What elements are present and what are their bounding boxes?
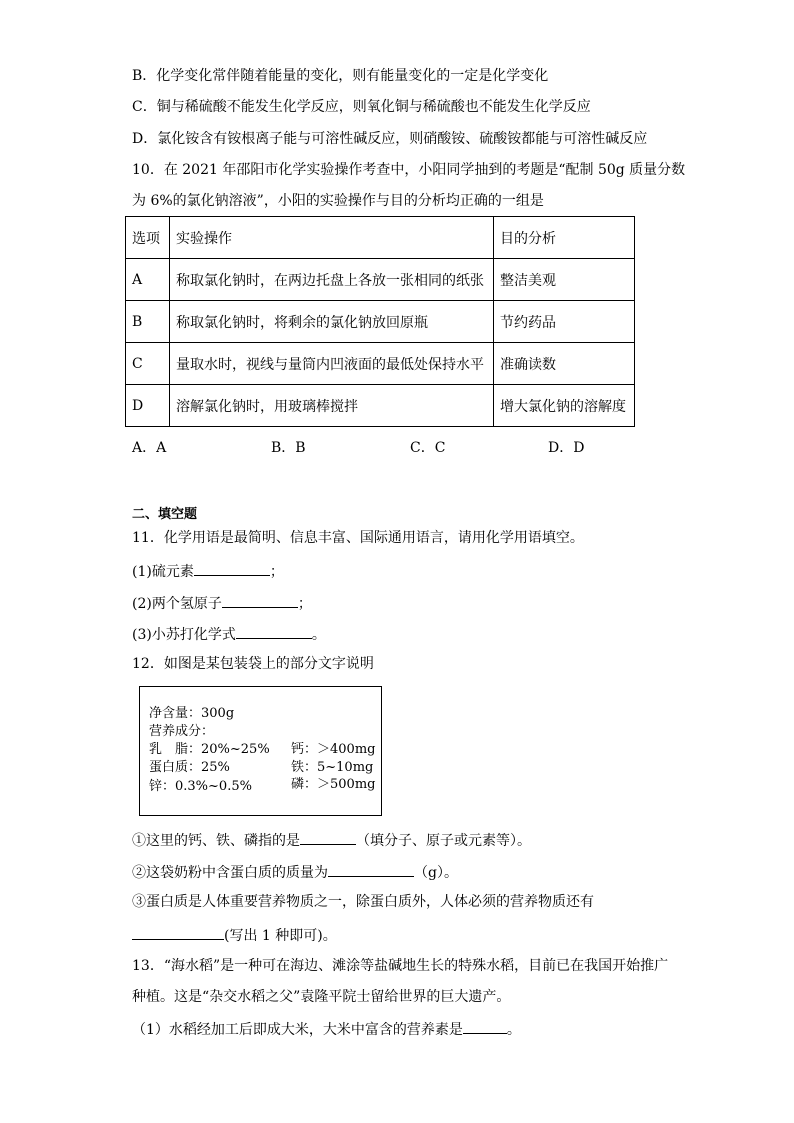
label-protein: 蛋白质：25% <box>149 760 230 775</box>
q9-option-b: B．化学变化常伴随着能量的变化，则有能量变化的一定是化学变化 <box>132 68 549 84</box>
q12-sub1 <box>132 830 531 850</box>
table-header-operation: 实验操作 <box>170 217 494 259</box>
label-phosphorus: 磷：＞500mg <box>291 777 376 792</box>
table-row <box>126 301 635 343</box>
table-header-option: 选项 <box>126 217 170 259</box>
table-cell: 准确读数 <box>494 343 635 385</box>
choice-a: A．A <box>132 440 167 456</box>
table-cell: A <box>126 259 170 301</box>
table-row <box>126 385 635 427</box>
table-cell: 量取水时，视线与量筒内凹液面的最低处保持水平 <box>170 343 494 385</box>
table-cell: B <box>126 301 170 343</box>
q13-sub1 <box>132 1019 521 1039</box>
q12-sub3-blank[interactable] <box>132 925 224 940</box>
q11-part1 <box>132 561 284 581</box>
q13-sub1-label: （1）水稻经加工后即成大米，大米中富含的营养素是 <box>132 1022 463 1038</box>
table-cell: 称取氯化钠时，在两边托盘上各放一张相同的纸张 <box>170 259 494 301</box>
table-cell: D <box>126 385 170 427</box>
label-calcium: 钙：＞400mg <box>291 742 376 757</box>
q10-stem-line2: 为 6%的氯化钠溶液”，小阳的实验操作与目的分析均正确的一组是 <box>132 193 544 209</box>
q10-table <box>125 216 635 427</box>
table-row <box>126 259 635 301</box>
label-zinc: 锌：0.3%~0.5% <box>149 779 252 794</box>
table-row <box>126 343 635 385</box>
q12-sub1-suffix: （填分子、原子或元素等）。 <box>356 833 531 849</box>
q12-sub1-blank[interactable] <box>300 830 356 845</box>
table-cell: 节约药品 <box>494 301 635 343</box>
table-header-purpose: 目的分析 <box>494 217 635 259</box>
q11-part1-blank[interactable] <box>194 561 270 576</box>
q12-sub3-line2 <box>132 925 337 945</box>
q11-stem: 11．化学用语是最简明、信息丰富、国际通用语言，请用化学用语填空。 <box>132 530 584 546</box>
table-cell: 增大氯化钠的溶解度 <box>494 385 635 427</box>
q11-part3-suffix: 。 <box>311 627 326 643</box>
label-iron: 铁：5~10mg <box>291 760 374 775</box>
q12-stem: 12．如图是某包装袋上的部分文字说明 <box>132 656 374 672</box>
table-cell: 溶解氯化钠时，用玻璃棒搅拌 <box>170 385 494 427</box>
q12-sub2-suffix: （g）。 <box>414 865 458 881</box>
label-nutrients: 营养成分： <box>149 724 215 739</box>
table-cell: C <box>126 343 170 385</box>
q12-sub3-suffix: (写出 1 种即可)。 <box>224 928 337 944</box>
q11-part2-label: (2)两个氢原子 <box>132 596 222 612</box>
q12-sub2-blank[interactable] <box>328 862 414 877</box>
q11-part3-blank[interactable] <box>236 624 312 639</box>
table-header-row <box>126 217 635 259</box>
q10-stem-line1: 10．在 2021 年邵阳市化学实验操作考查中，小阳同学抽到的考题是“配制 50g 质量分数 <box>132 162 686 178</box>
choice-c: C．C <box>410 440 446 456</box>
q12-sub2-label: ②这袋奶粉中含蛋白质的质量为 <box>132 865 328 881</box>
q13-line1: 13．“海水稻”是一种可在海边、滩涂等盐碱地生长的特殊水稻，目前已在我国开始推广 <box>132 958 669 974</box>
choice-d: D．D <box>548 440 585 456</box>
q11-part3 <box>132 624 326 644</box>
q11-part3-label: (3)小苏打化学式 <box>132 627 236 643</box>
package-label-box <box>139 686 382 816</box>
q13-sub1-blank[interactable] <box>463 1019 507 1034</box>
q10-choices <box>132 437 632 455</box>
q12-sub2 <box>132 862 458 882</box>
q9-option-d: D．氯化铵含有铵根离子能与可溶性碱反应，则硝酸铵、硫酸铵都能与可溶性碱反应 <box>132 131 648 147</box>
q13-line2: 种植。这是“杂交水稻之父”袁隆平院士留给世界的巨大遗产。 <box>132 989 511 1005</box>
q11-part2-suffix: ； <box>297 596 312 612</box>
q11-part2 <box>132 593 312 613</box>
section-title: 二、填空题 <box>132 507 198 522</box>
q12-sub1-label: ①这里的钙、铁、磷指的是 <box>132 833 300 849</box>
q11-part1-label: (1)硫元素 <box>132 564 194 580</box>
label-fat: 乳 脂：20%~25% <box>149 742 270 757</box>
table-cell: 整洁美观 <box>494 259 635 301</box>
q11-part1-suffix: ； <box>269 564 284 580</box>
q9-option-c: C．铜与稀硫酸不能发生化学反应，则氧化铜与稀硫酸也不能发生化学反应 <box>132 99 591 115</box>
q11-part2-blank[interactable] <box>222 593 298 608</box>
label-net-content: 净含量：300g <box>149 706 235 721</box>
q13-sub1-suffix: 。 <box>506 1022 521 1038</box>
choice-b: B．B <box>271 440 306 456</box>
table-cell: 称取氯化钠时，将剩余的氯化钠放回原瓶 <box>170 301 494 343</box>
q12-sub3-line1: ③蛋白质是人体重要营养物质之一，除蛋白质外，人体必须的营养物质还有 <box>132 894 594 910</box>
